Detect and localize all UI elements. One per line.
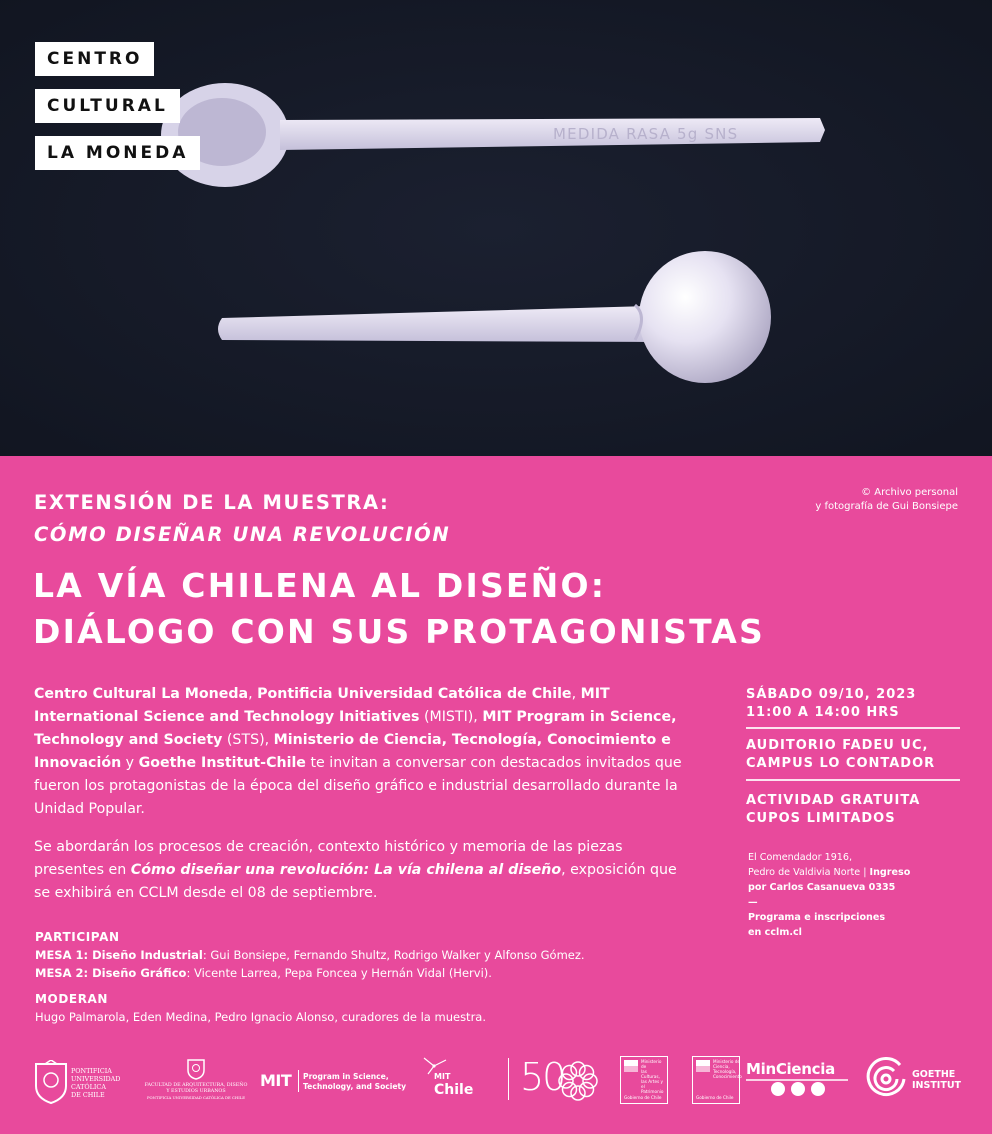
hero-photo (0, 0, 992, 456)
logo-fadeu (136, 1058, 256, 1106)
goethe-line-2: INSTITUT (912, 1080, 962, 1091)
mit-mark: MIT (260, 1071, 292, 1090)
minciencia-text: MinCiencia (746, 1060, 835, 1078)
address-line-2: Pedro de Valdivia Norte | Ingreso (748, 867, 911, 878)
logo-50-years (508, 1055, 604, 1102)
org-minciencia: Ministerio de Ciencia, Tecnología, Conocimiento e Innovación (34, 732, 671, 771)
logo-ministerio-ciencia (692, 1056, 740, 1104)
program-line-1: Programa e inscripciones (748, 912, 886, 923)
sts-abbr: (STS), (222, 732, 274, 748)
photo-credit (815, 486, 958, 514)
title-line-1: LA VÍA CHILENA AL DISEÑO: (33, 566, 607, 605)
mesa-2 (35, 964, 695, 982)
participants-heading: PARTICIPAN (35, 930, 120, 944)
sts-line-2: Technology, and Society (303, 1081, 407, 1091)
sts-line-1: Program in Science, (303, 1072, 389, 1081)
address-street: Pedro de Valdivia Norte (748, 867, 861, 878)
divider (746, 779, 960, 781)
misti-abbr: (MISTI), (419, 709, 483, 725)
venue-line-2: CAMPUS LO CONTADOR (746, 756, 936, 771)
kicker-line-1: EXTENSIÓN DE LA MUESTRA: (34, 491, 390, 514)
mesa-1 (35, 946, 695, 964)
uc-shield-icon (34, 1060, 68, 1104)
event-info (0, 456, 992, 1134)
participants (35, 928, 695, 982)
event-venue (746, 737, 960, 773)
sponsor-logos (0, 1052, 992, 1112)
exhibit-paragraph (34, 836, 694, 905)
uc-line: CATÓLICA (71, 1083, 106, 1091)
sep: , (571, 686, 581, 702)
gov1-line: las Culturas, (641, 1069, 660, 1079)
brand-line-1: CENTRO (35, 42, 154, 76)
brand-line-3: LA MONEDA (35, 136, 200, 170)
gov-flag-icon (696, 1060, 710, 1072)
gov1-line: las Artes y (641, 1079, 664, 1084)
kicker (34, 487, 450, 551)
gov-flag-icon (624, 1060, 638, 1072)
conj: y (121, 755, 139, 771)
exhibit-name: Cómo diseñar una revolución: La vía chilena al diseño (130, 862, 562, 878)
uc-line: DE CHILE (71, 1091, 105, 1099)
program-link[interactable]: en cclm.cl (748, 927, 802, 938)
spoon-engraving: MEDIDA RASA 5g SNS (553, 125, 739, 143)
kicker-line-2: CÓMO DISEÑAR UNA REVOLUCIÓN (34, 523, 451, 546)
sts-text (303, 1072, 406, 1091)
credit-line-2: y fotografía de Gui Bonsiepe (815, 501, 958, 512)
fadeu-line-3: PONTIFICIA UNIVERSIDAD CATÓLICA DE CHILE (146, 1095, 246, 1100)
goethe-icon (864, 1057, 908, 1101)
org-goethe: Goethe Institut-Chile (138, 755, 306, 771)
logo-uc (34, 1060, 121, 1106)
goethe-line-1: GOETHE (912, 1069, 956, 1080)
venue-line-1: AUDITORIO FADEU UC, (746, 738, 929, 753)
fadeu-line-1: FACULTAD DE ARQUITECTURA, DISEÑO (144, 1083, 248, 1088)
logo-ministerio-culturas (620, 1056, 668, 1104)
fadeu-shield-icon (187, 1058, 205, 1080)
exhibit-start: Se abordarán los procesos de creación, contexto histórico y memoria de las piezas presentes en (34, 839, 623, 878)
gov2-line: Conocimiento (713, 1074, 742, 1079)
moderators (35, 990, 695, 1026)
event-datetime (746, 686, 960, 722)
mesa-1-label: MESA 1: Diseño Industrial (35, 948, 203, 962)
goethe-text (912, 1069, 961, 1091)
exhibit-end: , exposición que se exhibirá en CCLM desde el 08 de septiembre. (34, 862, 677, 901)
uc-text (71, 1067, 120, 1099)
logo-goethe (864, 1057, 964, 1103)
title-line-2: DIÁLOGO CON SUS PROTAGONISTAS (33, 612, 765, 651)
intro-rest: te invitan a conversar con destacados invitados que fueron los protagonistas de la época del diseño gráfico e industrial desarrollado durante la Unidad Popular. (34, 755, 682, 817)
gov1-line: el Patrimonio (641, 1084, 664, 1094)
divider (508, 1058, 518, 1100)
gov1-text (641, 1059, 667, 1094)
flower-icon (558, 1061, 598, 1101)
mesa-1-names: : Gui Bonsiepe, Fernando Shultz, Rodrigo Walker y Alfonso Gómez. (202, 948, 585, 962)
org-sts: MIT Program in Science, Technology and Society (34, 709, 677, 748)
entrance-label: Ingreso (869, 867, 911, 878)
moderators-heading: MODERAN (35, 992, 109, 1006)
page-title (33, 563, 765, 655)
sep: , (248, 686, 258, 702)
uc-line: PONTIFICIA (71, 1067, 112, 1075)
mit-chile-line-2: Chile (434, 1082, 474, 1098)
logo-minciencia (746, 1060, 852, 1100)
org-uc: Pontificia Universidad Católica de Chile (257, 686, 572, 702)
fadeu-line-2: Y ESTUDIOS URBANOS (166, 1089, 226, 1094)
gov2-line: Tecnología, (713, 1069, 737, 1074)
gov1-line: Ministerio de (641, 1059, 662, 1069)
gov2-line: Ministerio de (713, 1059, 741, 1064)
gov2-footer: Gobierno de Chile (696, 1095, 734, 1100)
event-free (746, 792, 960, 828)
uc-line: UNIVERSIDAD (71, 1075, 121, 1083)
gov2-line: Ciencia, (713, 1064, 730, 1069)
mit-chile-line-1: MIT (434, 1072, 451, 1081)
intro-paragraph (34, 683, 694, 821)
dash: — (748, 897, 758, 908)
minciencia-circles-icon (746, 1078, 848, 1098)
divider (746, 727, 960, 729)
logo-mit-chile (420, 1056, 484, 1104)
mesa-2-label: MESA 2: Diseño Gráfico (35, 966, 187, 980)
fifty-text: 50 (520, 1055, 565, 1099)
moderators-names: Hugo Palmarola, Eden Medina, Pedro Ignacio Alonso, curadores de la muestra. (35, 1010, 486, 1024)
mesa-2-names: : Vicente Larrea, Pepa Foncea y Hernán Vidal (Hervi). (186, 966, 492, 980)
free-line-1: ACTIVIDAD GRATUITA (746, 793, 921, 808)
org-misti: MIT International Science and Technology Initiatives (34, 686, 610, 725)
gov2-text (713, 1059, 742, 1079)
credit-line-1: © Archivo personal (861, 487, 958, 498)
address-line-1: El Comendador 1916, (748, 852, 853, 863)
divider (298, 1070, 299, 1092)
entrance-street: por Carlos Casanueva 0335 (748, 882, 896, 893)
logo-mit-sts (260, 1070, 410, 1096)
event-address (748, 850, 968, 940)
event-time: 11:00 A 14:00 HRS (746, 705, 900, 720)
free-line-2: CUPOS LIMITADOS (746, 811, 896, 826)
event-date: SÁBADO 09/10, 2023 (746, 687, 917, 702)
gov1-footer: Gobierno de Chile (624, 1095, 662, 1100)
brand-line-2: CULTURAL (35, 89, 180, 123)
org-cclm: Centro Cultural La Moneda (34, 686, 249, 702)
bottom-spoon-ball (639, 251, 771, 383)
